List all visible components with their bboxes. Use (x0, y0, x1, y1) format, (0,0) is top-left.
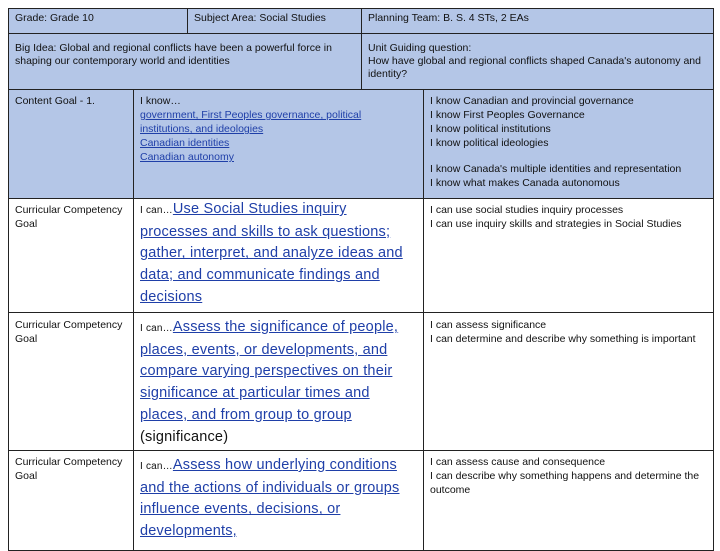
subject-text: Subject Area: Social Studies (194, 12, 326, 24)
row-3-targets-cell (424, 313, 714, 451)
row-3-target: I can determine and describe why something is important (430, 333, 696, 345)
row-1-target: I know political ideologies (430, 137, 549, 149)
row-4-target: I can assess cause and consequence (430, 456, 606, 468)
big-idea-cell (8, 34, 362, 90)
row-2-goal-cell (8, 199, 134, 313)
row-1-target: I know Canadian and provincial governance (430, 95, 634, 107)
row-3-content: Assess the significance of people, places, events, or developments, and compare varying perspectives on their significance at particular times and places, and from group to group (140, 319, 399, 423)
row-2-target: I can use inquiry skills and strategies in Social Studies (430, 218, 682, 230)
row-3-lead: I can… (140, 323, 173, 334)
subject-cell (188, 8, 362, 34)
row-1-goal-cell (8, 90, 134, 199)
big-idea-text: Big Idea: Global and regional conflicts have been a powerful force in shaping our contemporary world and identities (15, 42, 332, 67)
grade-text: Grade: Grade 10 (15, 12, 94, 24)
row-4-target: I can describe why something happens and determine the outcome (430, 470, 700, 496)
row-1-goal: Content Goal - 1. (15, 95, 95, 107)
row-4-lead: I can… (140, 461, 173, 472)
team-cell (362, 8, 714, 34)
row-1-lead: I know… (140, 95, 181, 107)
row-3-content-cell (134, 313, 424, 451)
row-3-goal-cell (8, 313, 134, 451)
team-text: Planning Team: B. S. 4 STs, 2 EAs (368, 12, 529, 24)
row-1-target: I know political institutions (430, 123, 551, 135)
row-3-goal: Curricular Competency Goal (15, 319, 123, 345)
row-4-targets-cell (424, 451, 714, 551)
row-1-content-line: institutions, and ideologies (140, 123, 264, 135)
row-1-target: I know First Peoples Governance (430, 109, 585, 121)
row-4-goal: Curricular Competency Goal (15, 456, 123, 482)
row-4-goal-cell (8, 451, 134, 551)
grade-cell (8, 8, 188, 34)
row-1-target: I know Canada's multiple identities and representation (430, 163, 682, 175)
row-3-suffix: (significance) (140, 428, 229, 445)
row-2-targets-cell (424, 199, 714, 313)
spacer (430, 150, 707, 162)
guiding-question-cell (362, 34, 714, 90)
row-4-content-cell (134, 451, 424, 551)
row-1-targets-cell (424, 90, 714, 199)
row-4-content: Assess how underlying conditions and the actions of individuals or groups influence events, decisions, or developments, (140, 457, 400, 540)
row-2-goal: Curricular Competency Goal (15, 204, 123, 230)
row-1-content-line: Canadian identities (140, 137, 230, 149)
row-2-lead: I can… (140, 205, 173, 216)
row-1-content-line: government, First Peoples governance, political (140, 109, 362, 121)
guiding-question-label: Unit Guiding question: (368, 42, 472, 54)
guiding-question-text: How have global and regional conflicts shaped Canada's autonomy and identity? (368, 55, 701, 80)
row-1-target: I know what makes Canada autonomous (430, 177, 620, 189)
row-2-content: Use Social Studies inquiry processes and skills to ask questions; gather, interpret, and analyze ideas and data; and communicate findings and decisions (140, 201, 403, 305)
row-1-content-line: Canadian autonomy (140, 151, 234, 163)
row-3-target: I can assess significance (430, 319, 547, 331)
row-1-content-cell (134, 90, 424, 199)
row-2-content-cell (134, 199, 424, 313)
row-2-target: I can use social studies inquiry processes (430, 204, 624, 216)
